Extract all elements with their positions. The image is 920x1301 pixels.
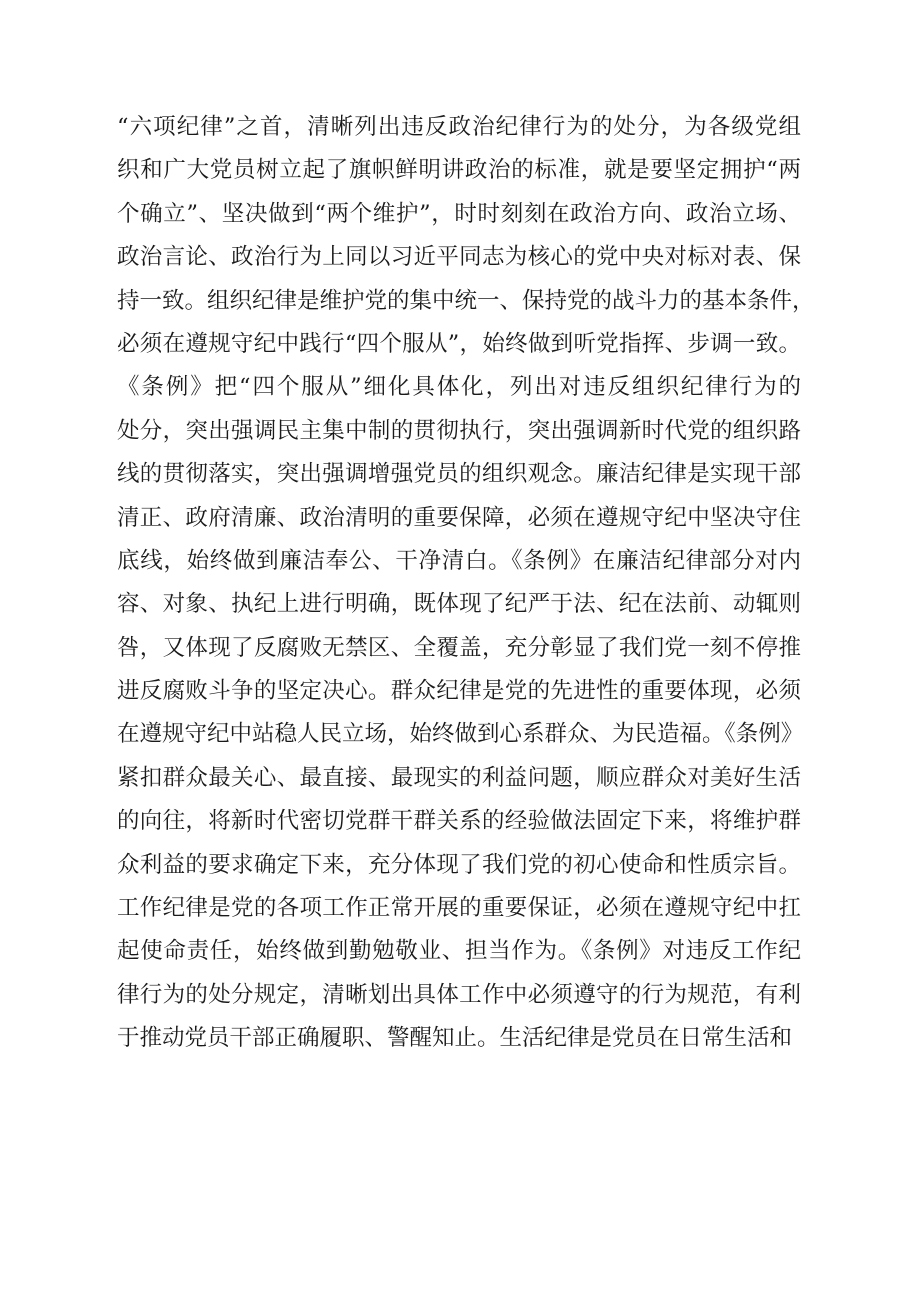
text-line-9: 线的贯彻落实，突出强调增强党员的组织观念。廉洁纪律是实现干部 xyxy=(117,461,801,488)
text-line-12: 容、对象、执纪上进行明确，既体现了纪严于法、纪在法前、动辄则 xyxy=(117,591,801,618)
text-line-5: 持一致。组织纪律是维护党的集中统一、保持党的战斗力的基本条件， xyxy=(117,287,815,314)
text-line-21: 律行为的处分规定，清晰划出具体工作中必须遵守的行为规范，有利 xyxy=(117,981,801,1008)
text-line-8: 处分，突出强调民主集中制的贯彻执行，突出强调新时代党的组织路 xyxy=(117,417,801,444)
text-line-3: 个确立”、坚决做到“两个维护”，时时刻刻在政治方向、政治立场、 xyxy=(117,200,801,227)
text-line-11: 底线，始终做到廉洁奉公、干净清白。《条例》在廉洁纪律部分对内 xyxy=(117,547,801,574)
text-line-13: 咎，又体现了反腐败无禁区、全覆盖，充分彰显了我们党一刻不停推 xyxy=(117,634,801,661)
text-line-10: 清正、政府清廉、政治清明的重要保障，必须在遵规守纪中坚决守住 xyxy=(117,504,801,531)
text-line-15: 在遵规守纪中站稳人民立场，始终做到心系群众、为民造福。《条例》 xyxy=(117,721,804,748)
text-line-4: 政治言论、政治行为上同以习近平同志为核心的党中央对标对表、保 xyxy=(117,244,801,271)
text-line-6: 必须在遵规守纪中践行“四个服从”，始终做到听党指挥、步调一致。 xyxy=(117,330,801,357)
text-line-16: 紧扣群众最关心、最直接、最现实的利益问题，顺应群众对美好生活 xyxy=(117,764,801,791)
text-line-18: 众利益的要求确定下来，充分体现了我们党的初心使命和性质宗旨。 xyxy=(117,851,801,878)
text-line-1: “六项纪律”之首，清晰列出违反政治纪律行为的处分，为各级党组 xyxy=(117,114,801,140)
text-line-17: 的向往，将新时代密切党群干群关系的经验做法固定下来，将维护群 xyxy=(117,808,801,835)
text-line-19: 工作纪律是党的各项工作正常开展的重要保证，必须在遵规守纪中扛 xyxy=(117,895,801,922)
text-line-22: 于推动党员干部正确履职、警醒知止。生活纪律是党员在日常生活和 xyxy=(117,1025,793,1052)
text-line-20: 起使命责任，始终做到勤勉敬业、担当作为。《条例》对违反工作纪 xyxy=(117,938,801,965)
text-line-2: 织和广大党员树立起了旗帜鲜明讲政治的标准，就是要坚定拥护“两 xyxy=(117,157,801,184)
text-line-14: 进反腐败斗争的坚定决心。群众纪律是党的先进性的重要体现，必须 xyxy=(117,678,801,705)
text-line-7: 《条例》把“四个服从”细化具体化，列出对违反组织纪律行为的 xyxy=(117,374,801,401)
body-text xyxy=(117,106,815,1061)
